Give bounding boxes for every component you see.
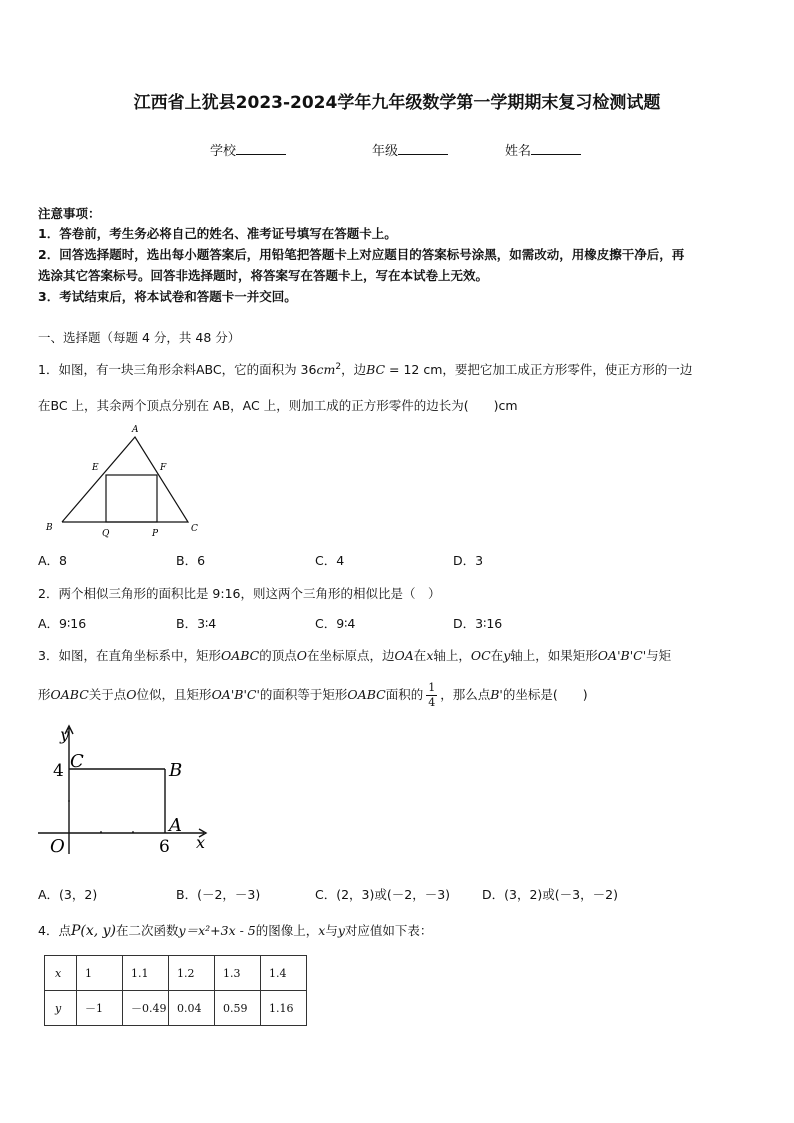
table-cell: －1 bbox=[77, 991, 123, 1026]
q3-var: y bbox=[503, 648, 511, 663]
q4-text-e: 对应值如下表： bbox=[344, 923, 433, 938]
q2-text: 2．两个相似三角形的面积比是 9:16，则这两个三角形的相似比是（ ） bbox=[38, 586, 441, 601]
table-cell: －0.49 bbox=[123, 991, 169, 1026]
q4-var-y: y bbox=[337, 923, 345, 938]
square-efpq bbox=[106, 475, 157, 522]
table-cell: 1.2 bbox=[169, 956, 215, 991]
q3-option-d: D．(3，2)或(－3，－2) bbox=[482, 887, 618, 902]
q1-line1 bbox=[38, 360, 692, 378]
q3-var: x bbox=[426, 648, 434, 663]
q3-var: OABC bbox=[220, 648, 260, 663]
q3-text: 在坐标原点，边 bbox=[307, 648, 395, 663]
triangle-abc bbox=[62, 437, 188, 522]
label-a: A bbox=[169, 815, 182, 836]
q4-text-c: 的图像上， bbox=[255, 923, 319, 938]
q1-text-eq: = 12 cm，要把它加工成正方形零件，使正方形的一边 bbox=[385, 362, 693, 377]
q3-var: OABC bbox=[50, 687, 89, 702]
notice-item: 选涂其它答案标号。回答非选择题时，将答案写在答题卡上，写在本试卷上无效。 bbox=[38, 268, 489, 283]
q3-option-c: C．(2，3)或(－2，－3) bbox=[315, 887, 451, 902]
q3-line1 bbox=[38, 646, 671, 664]
q3-text: 3．如图，在直角坐标系中，矩形 bbox=[38, 648, 221, 663]
label-b: B bbox=[46, 523, 53, 533]
q4-text-a: 4．点 bbox=[38, 923, 71, 938]
table-row-y bbox=[45, 991, 307, 1026]
q3-text: ，那么点 bbox=[440, 687, 491, 702]
q3-text: 面积的 bbox=[385, 687, 424, 702]
q1-option-b: B．6 bbox=[176, 553, 206, 568]
table-cell: 1.3 bbox=[215, 956, 261, 991]
table-cell: 1 bbox=[77, 956, 123, 991]
q4-var-x: x bbox=[318, 923, 326, 938]
q3-text: 的坐标是( ) bbox=[502, 687, 588, 702]
axis-label-y: y bbox=[60, 725, 70, 744]
q3-text: 在 bbox=[490, 648, 504, 663]
q3-var: B' bbox=[490, 687, 503, 702]
q1-line2: 在BC 上，其余两个顶点分别在 AB，AC 上，则加工成的正方形零件的边长为( )cm bbox=[38, 398, 518, 413]
q1-sup: 2 bbox=[335, 361, 342, 372]
label-f: F bbox=[160, 463, 167, 473]
table-row-x bbox=[45, 956, 307, 991]
q1-text-a: 1．如图，有一块三角形余料ABC，它的面积为 36 bbox=[38, 362, 317, 377]
q3-option-a: A．(3，2) bbox=[38, 887, 98, 902]
q4-text-d: 与 bbox=[325, 923, 338, 938]
q1-option-a: A．8 bbox=[38, 553, 68, 568]
q3-var: O bbox=[126, 687, 137, 702]
q3-fraction bbox=[426, 681, 437, 710]
q3-text: 的面积等于矩形 bbox=[259, 687, 348, 702]
q3-var: OC bbox=[470, 648, 491, 663]
name-label: 姓名 bbox=[505, 144, 532, 159]
q3-text: 关于点 bbox=[88, 687, 127, 702]
label-c: C bbox=[70, 751, 84, 772]
q3-text: 在 bbox=[413, 648, 427, 663]
grade-label: 年级 bbox=[372, 144, 399, 159]
name-field bbox=[505, 140, 581, 159]
tick-label-6: 6 bbox=[159, 837, 170, 857]
q3-figure bbox=[36, 722, 226, 862]
grade-blank bbox=[398, 142, 448, 155]
q3-text: 形 bbox=[38, 687, 51, 702]
q3-text: 的顶点 bbox=[259, 648, 297, 663]
q1-bc: BC bbox=[366, 362, 386, 377]
q4-text bbox=[38, 921, 432, 939]
notice-item: 3．考试结束后，将本试卷和答题卡一并交回。 bbox=[38, 289, 297, 304]
q1-figure bbox=[40, 420, 210, 545]
q3-var: O bbox=[296, 648, 307, 663]
q4-text-b: 在二次函数 bbox=[116, 923, 179, 938]
q4-value-table bbox=[44, 955, 307, 1026]
table-cell: 1.4 bbox=[261, 956, 307, 991]
q3-var: OA bbox=[394, 648, 414, 663]
q2-option-c: C．9∶4 bbox=[315, 616, 356, 631]
q3-numerator: 1 bbox=[428, 681, 436, 694]
label-o: O bbox=[50, 836, 65, 857]
q3-text: 轴上， bbox=[433, 648, 471, 663]
label-p: P bbox=[152, 529, 159, 539]
q3-text: 与矩 bbox=[646, 648, 672, 663]
q3-var: OA'B'C' bbox=[597, 648, 647, 663]
school-blank bbox=[236, 142, 286, 155]
q1-option-d: D．3 bbox=[453, 553, 484, 568]
q3-text: 位似，且矩形 bbox=[136, 687, 212, 702]
q2-option-d: D．3∶16 bbox=[453, 616, 503, 631]
q3-var: OABC bbox=[347, 687, 386, 702]
table-header-y: y bbox=[45, 991, 77, 1026]
school-label: 学校 bbox=[210, 144, 237, 159]
q4-function: y＝x²+3x - 5 bbox=[178, 923, 256, 938]
q3-var: OA'B'C' bbox=[211, 687, 260, 702]
table-cell: 1.16 bbox=[261, 991, 307, 1026]
label-a: A bbox=[132, 425, 139, 435]
q3-line2 bbox=[38, 681, 588, 710]
table-cell: 1.1 bbox=[123, 956, 169, 991]
q3-option-b: B．(－2，－3) bbox=[176, 887, 261, 902]
grade-field bbox=[372, 140, 448, 159]
label-b: B bbox=[169, 760, 183, 781]
table-header-x: x bbox=[45, 956, 77, 991]
q3-text: 轴上，如果矩形 bbox=[510, 648, 598, 663]
label-c: C bbox=[191, 524, 198, 534]
label-e: E bbox=[92, 463, 99, 473]
q1-option-c: C．4 bbox=[315, 553, 345, 568]
table-cell: 0.04 bbox=[169, 991, 215, 1026]
q1-text-b: ，边 bbox=[341, 362, 367, 377]
tick-label-4: 4 bbox=[53, 761, 64, 781]
section-heading: 一、选择题（每题 4 分，共 48 分） bbox=[38, 330, 241, 345]
table-cell: 0.59 bbox=[215, 991, 261, 1026]
axis-label-x: x bbox=[196, 833, 206, 852]
school-field bbox=[210, 140, 286, 159]
q1-unit: cm bbox=[316, 362, 336, 377]
name-blank bbox=[531, 142, 581, 155]
q2-option-a: A．9∶16 bbox=[38, 616, 87, 631]
notice-item: 2．回答选择题时，选出每小题答案后，用铅笔把答题卡上对应题目的答案标号涂黑，如需改动，用橡皮擦干净后，再 bbox=[38, 247, 685, 262]
notice-item: 1．答卷前，考生务必将自己的姓名、准考证号填写在答题卡上。 bbox=[38, 226, 397, 241]
label-q: Q bbox=[102, 529, 110, 539]
q3-denominator: 4 bbox=[428, 696, 436, 709]
q4-point: P(x, y) bbox=[70, 923, 117, 939]
q2-option-b: B．3∶4 bbox=[176, 616, 217, 631]
notice-heading: 注意事项： bbox=[38, 206, 101, 221]
page-title: 江西省上犹县2023-2024学年九年级数学第一学期期末复习检测试题 bbox=[133, 93, 661, 113]
